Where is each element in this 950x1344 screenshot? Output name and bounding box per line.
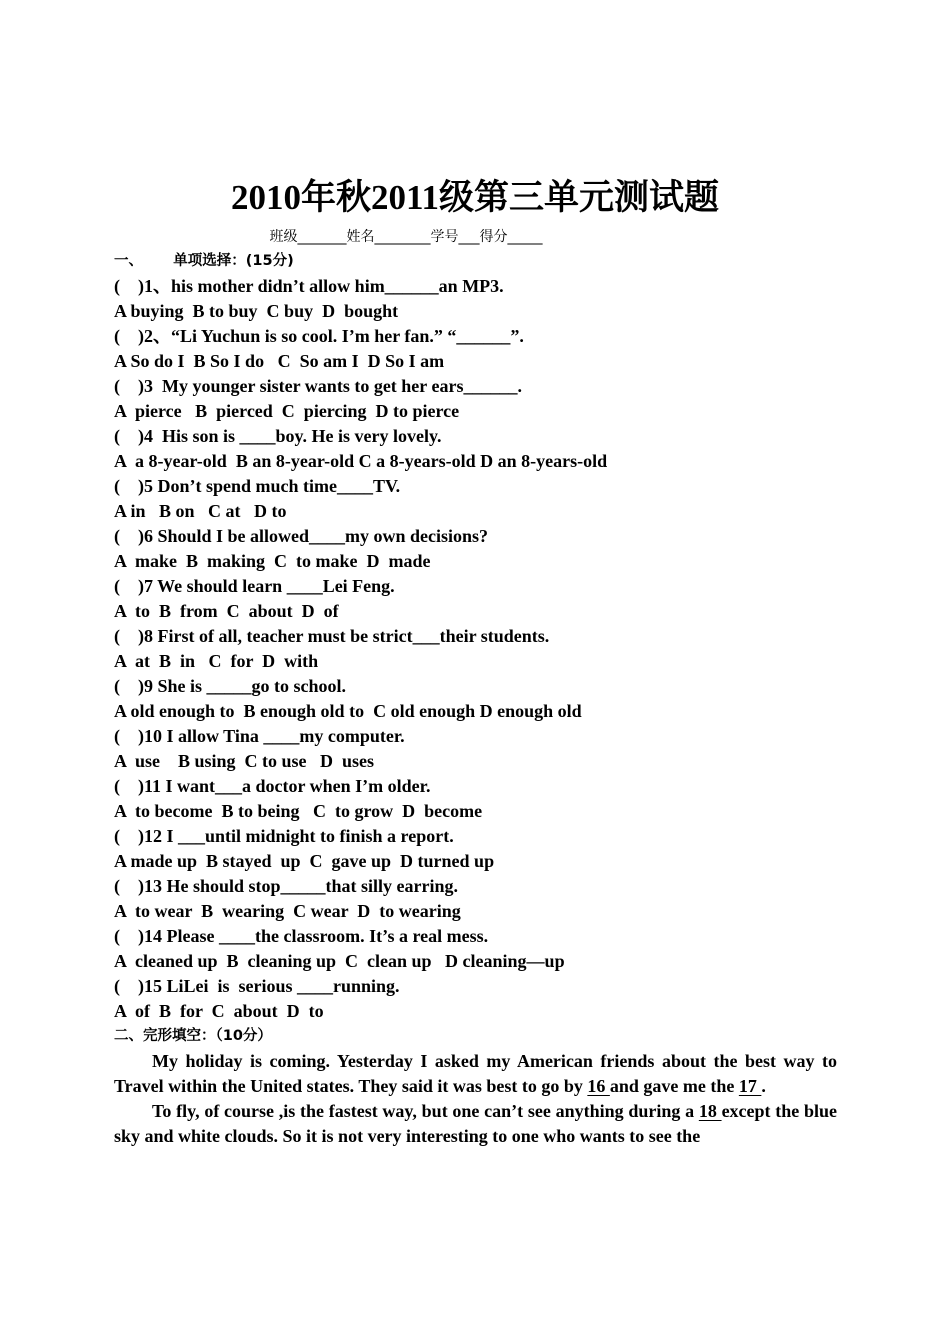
question-11: ( )11 I want___a doctor when I’m older.	[114, 776, 431, 796]
options-11: A to become B to being C to grow D become	[114, 801, 483, 821]
options-14: A cleaned up B cleaning up C clean up D cleaning—up	[114, 951, 565, 971]
options-9: A old enough to B enough old to C old enough D enough old	[114, 701, 582, 721]
options-4: A a 8-year-old B an 8-year-old C a 8-years-old D an 8-years-old	[114, 451, 608, 471]
question-9: ( )9 She is _____go to school.	[114, 676, 347, 696]
cloze-text: .	[761, 1076, 766, 1096]
question-3: ( )3 My younger sister wants to get her ears______.	[114, 376, 522, 396]
options-1: A buying B to buy C buy D bought	[114, 301, 399, 321]
question-12: ( )12 I ___until midnight to finish a report.	[114, 826, 454, 846]
question-15: ( )15 LiLei is serious ____running.	[114, 976, 400, 996]
blank-16: 16	[587, 1076, 610, 1096]
options-10: A use B using C to use D uses	[114, 751, 375, 771]
options-6: A make B making C to make D made	[114, 551, 431, 571]
cloze-paragraph-1	[114, 1049, 837, 1099]
question-13: ( )13 He should stop_____that silly earring.	[114, 876, 459, 896]
options-12: A made up B stayed up C gave up D turned up	[114, 851, 495, 871]
question-2: ( )2、“Li Yuchun is so cool. I’m her fan.” “______”.	[114, 326, 524, 346]
section-heading-cloze: 二、完形填空：（10分）	[114, 1028, 272, 1044]
multiple-choice-questions	[114, 274, 837, 1024]
cloze-text: To fly, of course ,is the fastest way, but one can’t see anything during a	[152, 1101, 699, 1121]
options-3: A pierce B pierced C piercing D to pierce	[114, 401, 460, 421]
options-13: A to wear B wearing C wear D to wearing	[114, 901, 461, 921]
document-body	[114, 249, 837, 1149]
section-heading-multiple-choice: 一、 单项选择：(15分)	[114, 253, 294, 269]
question-14: ( )14 Please ____the classroom. It’s a real mess.	[114, 926, 489, 946]
question-6: ( )6 Should I be allowed____my own decisions?	[114, 526, 489, 546]
question-4: ( )4 His son is ____boy. He is very lovely.	[114, 426, 442, 446]
question-8: ( )8 First of all, teacher must be strict___their students.	[114, 626, 550, 646]
cloze-text: except the blue sky and white clouds. So it is not very interesting to one who wants to see the	[114, 1101, 838, 1146]
options-15: A of B for C about D to	[114, 1001, 324, 1021]
student-info-line: 班级_______姓名________学号___得分_____	[269, 229, 543, 245]
options-8: A at B in C for D with	[114, 651, 319, 671]
options-5: A in B on C at D to	[114, 501, 287, 521]
options-2: A So do I B So I do C So am I D So I am	[114, 351, 445, 371]
question-5: ( )5 Don’t spend much time____TV.	[114, 476, 401, 496]
cloze-text: and gave me the	[609, 1076, 739, 1096]
question-1: ( )1、his mother didn’t allow him______an MP3.	[114, 276, 504, 296]
cloze-text: My holiday is coming. Yesterday I asked my American friends about the best way to Travel within the United states. They said it was best to go by	[114, 1051, 837, 1096]
cloze-paragraph-2	[114, 1099, 837, 1149]
question-10: ( )10 I allow Tina ____my computer.	[114, 726, 405, 746]
blank-17: 17	[738, 1076, 762, 1096]
options-7: A to B from C about D of	[114, 601, 339, 621]
page-title: 2010年秋2011级第三单元测试题	[230, 178, 720, 217]
blank-18: 18	[698, 1101, 722, 1121]
question-7: ( )7 We should learn ____Lei Feng.	[114, 576, 395, 596]
